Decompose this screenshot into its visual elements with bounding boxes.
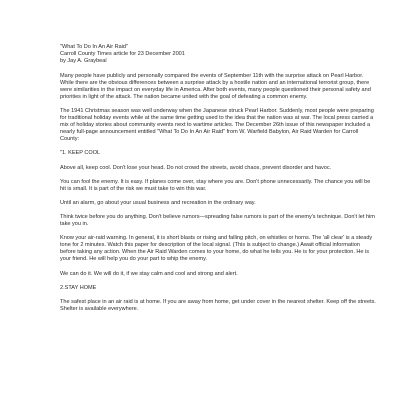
paragraph-keep-cool-3: Until an alarm, go about your usual business and recreation in the ordinary way.: [60, 199, 256, 206]
paragraph-keep-cool-4: Think twice before you do anything. Don't believe rumors—spreading false rumors is part of the enemy's technique. Don't let him take you in.: [60, 214, 375, 228]
article-byline: by Jay A. Graybeal: [60, 58, 107, 64]
paragraph-christmas-1941: The 1941 Christmas season was well underway when the Japanese struck Pearl Harbor. Suddenly, most people were preparing for traditional holiday events while at the same time getting used to the idea that the nation was at war. The local press carried a mix of holiday stories about community events next to wartime articles. The December 26th issue of this newspaper included a nearly full-page announcement entitled "What To Do In An Air Raid" from W. Warfield Babylon, Air Raid Warden for Carroll County:: [60, 108, 374, 143]
paragraph-keep-cool-5: Know your air-raid warning. In general, it is short blasts or rising and falling pitch, on whistles or horns. The 'all clear' is a steady tone for 2 minutes. Watch this paper for description of the local signal. (This is subject to change.) Await official information before taking any action. When the Air Raid Warden comes to your home, do what he tells you. He is for your protection. He is your friend. He will help you do your part to whip the enemy.: [60, 235, 373, 263]
paragraph-keep-cool-2: You can fool the enemy. It is easy. If planes come over, stay where you are. Don't phone unnecessarily. The chance you will be hit is small. It is part of the risk we must take to win this war.: [60, 178, 371, 192]
article-title: "What To Do In An Air Raid": [60, 44, 128, 50]
section-heading-keep-cool: "1. KEEP COOL: [60, 150, 101, 157]
paragraph-keep-cool-1: Above all, keep cool. Don't lose your head. Do not crowd the streets, avoid chaos, prevent disorder and havoc.: [60, 164, 332, 171]
paragraph-intro: Many people have publicly and personally compared the events of September 11th with the surprise attack on Pearl Harbor. While there are the obvious differences between a surprise attack by a hostile nation and an international terrorist group, there were similarities in the impact on everyday life in America. After both events, many people questioned their personal safety and priorities in light of the attack. The nation became united with the goal of defeating a common enemy.: [60, 73, 371, 100]
paragraph-keep-cool-6: We can do it. We will do it, if we stay calm and cool and strong and alert.: [60, 270, 238, 277]
paragraph-stay-home-1: The safest place in an air raid is at home. If you are away from home, get under cover in the nearest shelter. Keep off the streets. Shelter is available everywhere.: [60, 298, 376, 312]
document-page: [60, 44, 376, 320]
article-source: Carroll County Times article for 23 December 2001: [60, 51, 185, 57]
section-heading-stay-home: 2.STAY HOME: [60, 284, 97, 291]
